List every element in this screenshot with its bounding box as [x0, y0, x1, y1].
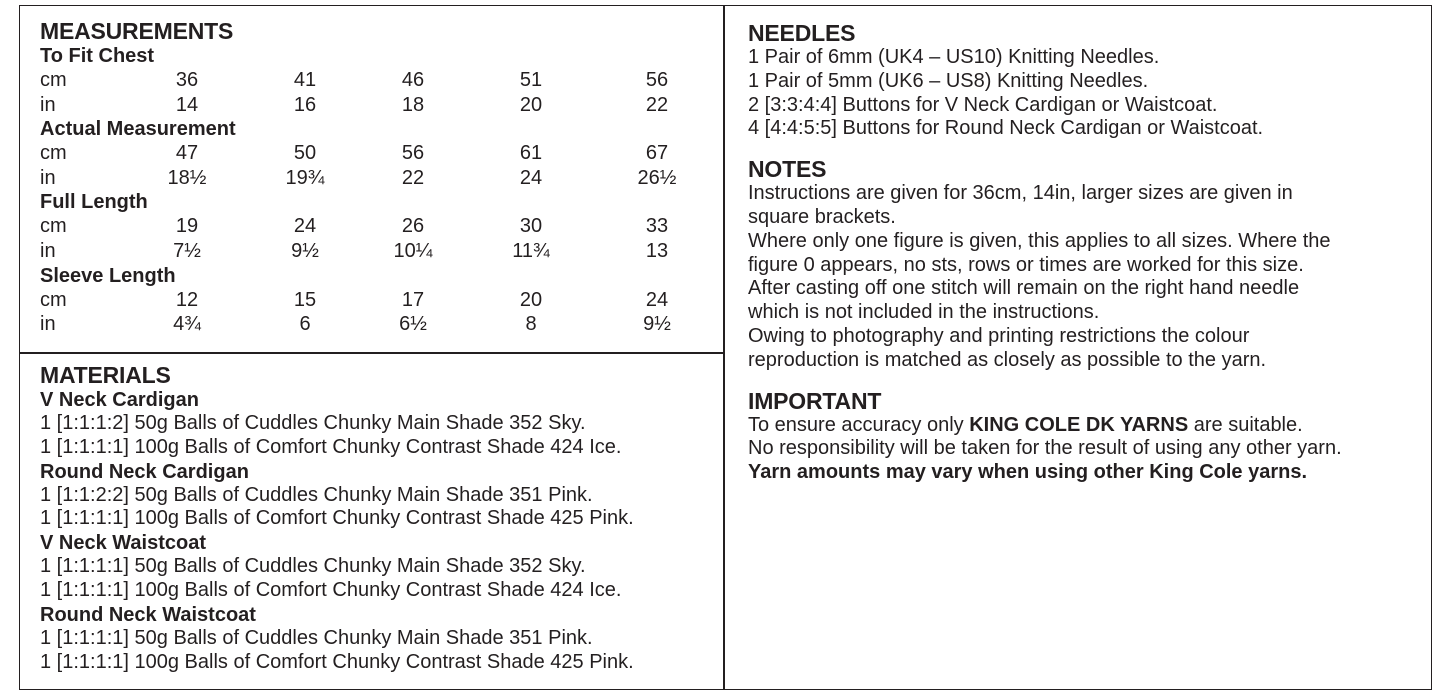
value-cell: 56	[645, 69, 669, 91]
value-cell: 33	[645, 215, 669, 238]
needles-line: 1 Pair of 6mm (UK4 – US10) Knitting Needles.	[748, 46, 1160, 68]
group-label-to-fit-chest: To Fit Chest	[40, 45, 155, 67]
value-cell: 20	[519, 93, 543, 116]
unit-label: in	[40, 239, 56, 262]
material-group-label: Round Neck Waistcoat	[40, 603, 256, 626]
material-line: 1 [1:1:1:1] 100g Balls of Comfort Chunky Contrast Shade 425 Pink.	[40, 650, 634, 673]
value-cell: 36	[175, 69, 199, 91]
material-line: 1 [1:1:1:1] 50g Balls of Cuddles Chunky Main Shade 352 Sky.	[40, 555, 586, 578]
notes-line: which is not included in the instructions.	[748, 301, 1100, 324]
material-line: 1 [1:1:1:1] 50g Balls of Cuddles Chunky Main Shade 351 Pink.	[40, 626, 593, 649]
value-cell: 14	[175, 93, 199, 116]
value-cell: 18	[401, 93, 425, 116]
value-cell: 19¾	[285, 166, 325, 189]
material-line: 1 [1:1:1:1] 100g Balls of Comfort Chunky Contrast Shade 425 Pink.	[40, 507, 634, 530]
material-line: 1 [1:1:1:1] 100g Balls of Comfort Chunky Contrast Shade 424 Ice.	[40, 435, 622, 458]
measurement-row	[40, 312, 700, 337]
value-cell: 9½	[291, 239, 319, 262]
value-cell: 51	[519, 69, 543, 91]
notes-line: Owing to photography and printing restrictions the colour	[748, 324, 1250, 347]
value-cell: 6½	[399, 313, 427, 336]
value-cell: 26	[401, 215, 425, 238]
value-cell: 20	[519, 288, 543, 311]
unit-label: cm	[40, 69, 67, 91]
important-section	[748, 388, 1418, 485]
yarn-amount-warning: Yarn amounts may vary when using other King Cole yarns.	[748, 461, 1308, 484]
material-line: 1 [1:1:1:1] 100g Balls of Comfort Chunky Contrast Shade 424 Ice.	[40, 578, 622, 601]
notes-line: figure 0 appears, no sts, rows or times are worked for this size.	[748, 253, 1304, 276]
value-cell: 6	[299, 313, 311, 336]
important-text: are suitable.	[1188, 413, 1303, 436]
value-cell: 9½	[643, 313, 671, 336]
needles-section	[748, 20, 1418, 141]
materials-title: MATERIALS	[40, 362, 171, 388]
material-line: 1 [1:1:1:2] 50g Balls of Cuddles Chunky Main Shade 352 Sky.	[40, 412, 586, 434]
vertical-divider	[723, 5, 725, 690]
value-cell: 8	[525, 313, 537, 336]
value-cell: 47	[175, 142, 199, 165]
value-cell: 11¾	[512, 239, 550, 262]
notes-line: reproduction is matched as closely as possible to the yarn.	[748, 348, 1267, 371]
measurement-row	[40, 166, 700, 191]
unit-label: in	[40, 166, 56, 189]
measurements-title: MEASUREMENTS	[40, 18, 234, 44]
value-cell: 41	[293, 69, 317, 91]
unit-label: in	[40, 313, 56, 336]
notes-line: Where only one figure is given, this applies to all sizes. Where the	[748, 229, 1331, 252]
measurement-row	[40, 93, 700, 118]
unit-label: cm	[40, 142, 67, 165]
material-line: 1 [1:1:2:2] 50g Balls of Cuddles Chunky Main Shade 351 Pink.	[40, 483, 593, 506]
value-cell: 10¼	[393, 239, 433, 262]
value-cell: 22	[401, 166, 425, 189]
right-column	[748, 20, 1418, 485]
material-group-label: V Neck Waistcoat	[40, 532, 206, 555]
needles-title: NEEDLES	[748, 20, 856, 46]
value-cell: 67	[645, 142, 669, 165]
value-cell: 24	[645, 288, 669, 311]
horizontal-divider	[19, 352, 724, 354]
group-label-sleeve-length: Sleeve Length	[40, 264, 176, 287]
value-cell: 61	[519, 142, 543, 165]
needles-line: 4 [4:4:5:5] Buttons for Round Neck Cardigan or Waistcoat.	[748, 117, 1264, 140]
value-cell: 13	[645, 239, 669, 262]
value-cell: 30	[519, 215, 543, 238]
important-text: To ensure accuracy only	[748, 413, 970, 436]
value-cell: 19	[175, 215, 199, 238]
important-title: IMPORTANT	[748, 387, 882, 414]
unit-label: in	[40, 93, 56, 116]
measurement-row	[40, 288, 700, 313]
measurement-row	[40, 239, 700, 264]
notes-line: Instructions are given for 36cm, 14in, larger sizes are given in	[748, 182, 1293, 205]
value-cell: 26½	[637, 166, 677, 189]
value-cell: 17	[401, 288, 425, 311]
important-line: No responsibility will be taken for the result of using any other yarn.	[748, 437, 1342, 460]
value-cell: 4¾	[173, 313, 201, 336]
value-cell: 7½	[173, 239, 201, 262]
needles-line: 2 [3:3:4:4] Buttons for V Neck Cardigan or Waistcoat.	[748, 93, 1218, 116]
spacer	[748, 141, 1418, 156]
value-cell: 16	[293, 93, 317, 116]
unit-label: cm	[40, 288, 67, 311]
spacer	[748, 373, 1418, 388]
notes-title: NOTES	[748, 156, 827, 183]
measurement-row	[40, 214, 700, 239]
important-line	[748, 414, 1418, 438]
group-label-full-length: Full Length	[40, 191, 148, 214]
notes-section	[748, 156, 1418, 372]
value-cell: 12	[175, 288, 199, 311]
value-cell: 18½	[167, 166, 207, 189]
measurements-section	[40, 18, 700, 337]
measurement-row	[40, 68, 700, 93]
material-group-label: Round Neck Cardigan	[40, 460, 249, 483]
value-cell: 56	[401, 142, 425, 165]
needles-line: 1 Pair of 5mm (UK6 – US8) Knitting Needles.	[748, 69, 1149, 92]
value-cell: 24	[519, 166, 543, 189]
value-cell: 15	[293, 288, 317, 311]
group-label-actual-measurement: Actual Measurement	[40, 118, 236, 141]
value-cell: 50	[293, 142, 317, 165]
materials-section	[40, 362, 715, 674]
unit-label: cm	[40, 215, 67, 238]
notes-line: square brackets.	[748, 205, 896, 228]
value-cell: 22	[645, 93, 669, 116]
yarn-brand-emphasis: KING COLE DK YARNS	[969, 413, 1189, 436]
important-warning	[748, 461, 1418, 485]
value-cell: 24	[293, 215, 317, 238]
notes-line: After casting off one stitch will remain on the right hand needle	[748, 277, 1300, 300]
measurement-row	[40, 141, 700, 166]
material-group-label: V Neck Cardigan	[40, 389, 199, 411]
value-cell: 46	[401, 69, 425, 91]
